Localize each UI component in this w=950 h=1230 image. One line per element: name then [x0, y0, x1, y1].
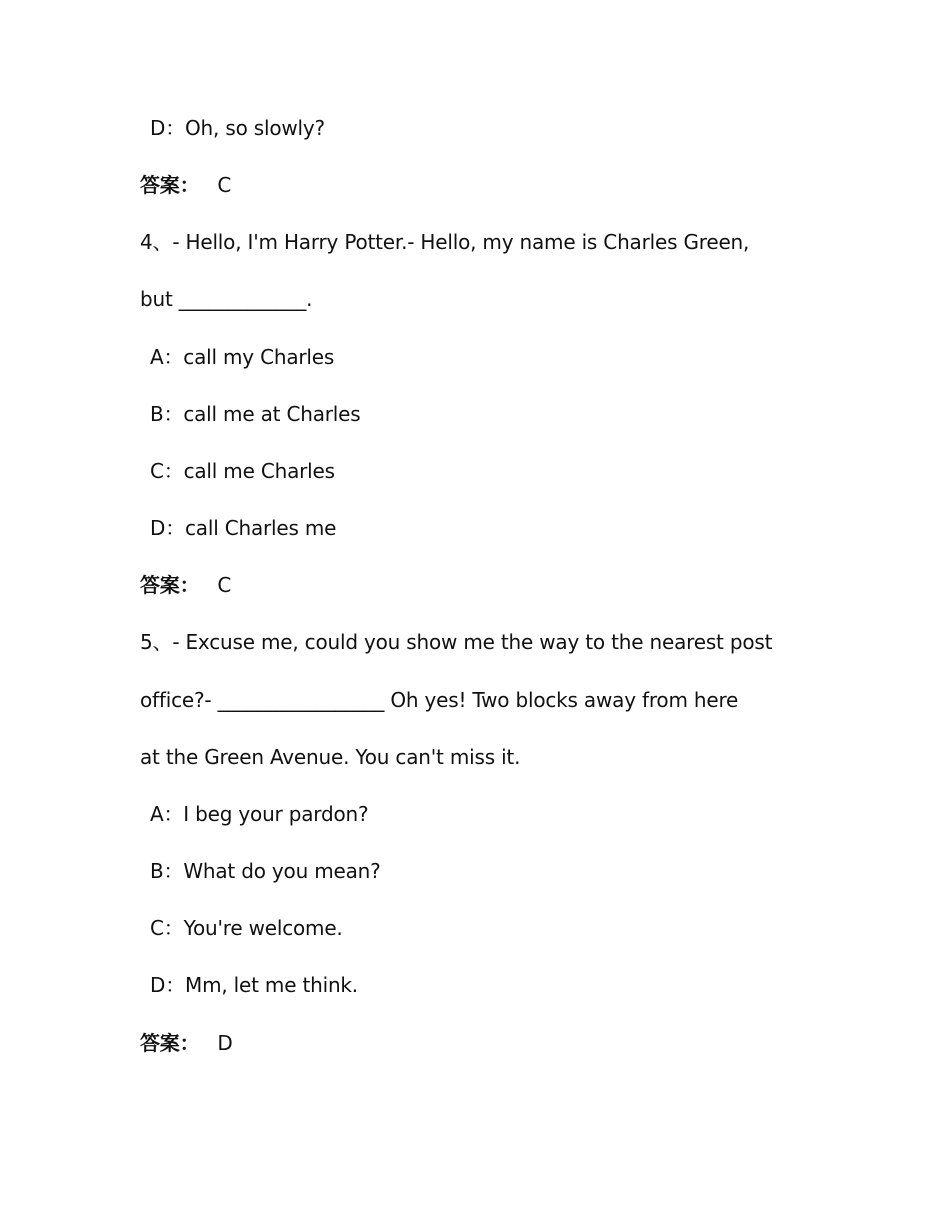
- q4-option-d: [150, 513, 336, 543]
- answer-label: 答案：: [140, 1031, 200, 1055]
- option-text: call me Charles: [183, 459, 335, 483]
- option-letter: C：: [150, 459, 184, 483]
- option-text: call my Charles: [183, 345, 335, 369]
- option-letter: A：: [150, 802, 184, 826]
- answer-value: D: [217, 1031, 233, 1055]
- q4-option-c: [150, 456, 335, 486]
- option-letter: A：: [150, 345, 184, 369]
- option-letter: D：: [150, 116, 186, 140]
- q3-answer: [140, 170, 231, 200]
- answer-label: 答案：: [140, 173, 200, 197]
- q4-answer: [140, 570, 231, 600]
- q5-stem-line-3: at the Green Avenue. You can't miss it.: [140, 745, 521, 769]
- q5-option-b: [150, 856, 381, 886]
- option-text: Mm, let me think.: [185, 973, 358, 997]
- q5-option-d: [150, 970, 358, 1000]
- q5-stem-line-1: 5、- Excuse me, could you show me the way to the nearest post: [140, 630, 773, 654]
- option-letter: C：: [150, 916, 184, 940]
- option-text: You're welcome.: [183, 916, 343, 940]
- option-text: What do you mean?: [183, 859, 381, 883]
- q5-option-a: [150, 799, 368, 829]
- option-letter: D：: [150, 516, 186, 540]
- option-letter: B：: [150, 859, 184, 883]
- q4-stem-line-1: 4、- Hello, I'm Harry Potter.- Hello, my name is Charles Green,: [140, 230, 750, 254]
- option-letter: D：: [150, 973, 186, 997]
- q5-stem-line-2: office?- _________________ Oh yes! Two blocks away from here: [140, 688, 739, 712]
- q4-option-a: [150, 342, 334, 372]
- q4-option-b: [150, 399, 360, 429]
- q4-stem-line-2: but _____________.: [140, 287, 313, 311]
- q3-option-d: [150, 113, 325, 143]
- answer-value: C: [217, 173, 232, 197]
- option-text: call me at Charles: [183, 402, 361, 426]
- answer-value: C: [217, 573, 232, 597]
- q5-answer: [140, 1028, 233, 1058]
- answer-label: 答案：: [140, 573, 200, 597]
- option-letter: B：: [150, 402, 184, 426]
- option-text: I beg your pardon?: [183, 802, 369, 826]
- option-text: call Charles me: [185, 516, 337, 540]
- option-text: Oh, so slowly?: [185, 116, 325, 140]
- q5-option-c: [150, 913, 343, 943]
